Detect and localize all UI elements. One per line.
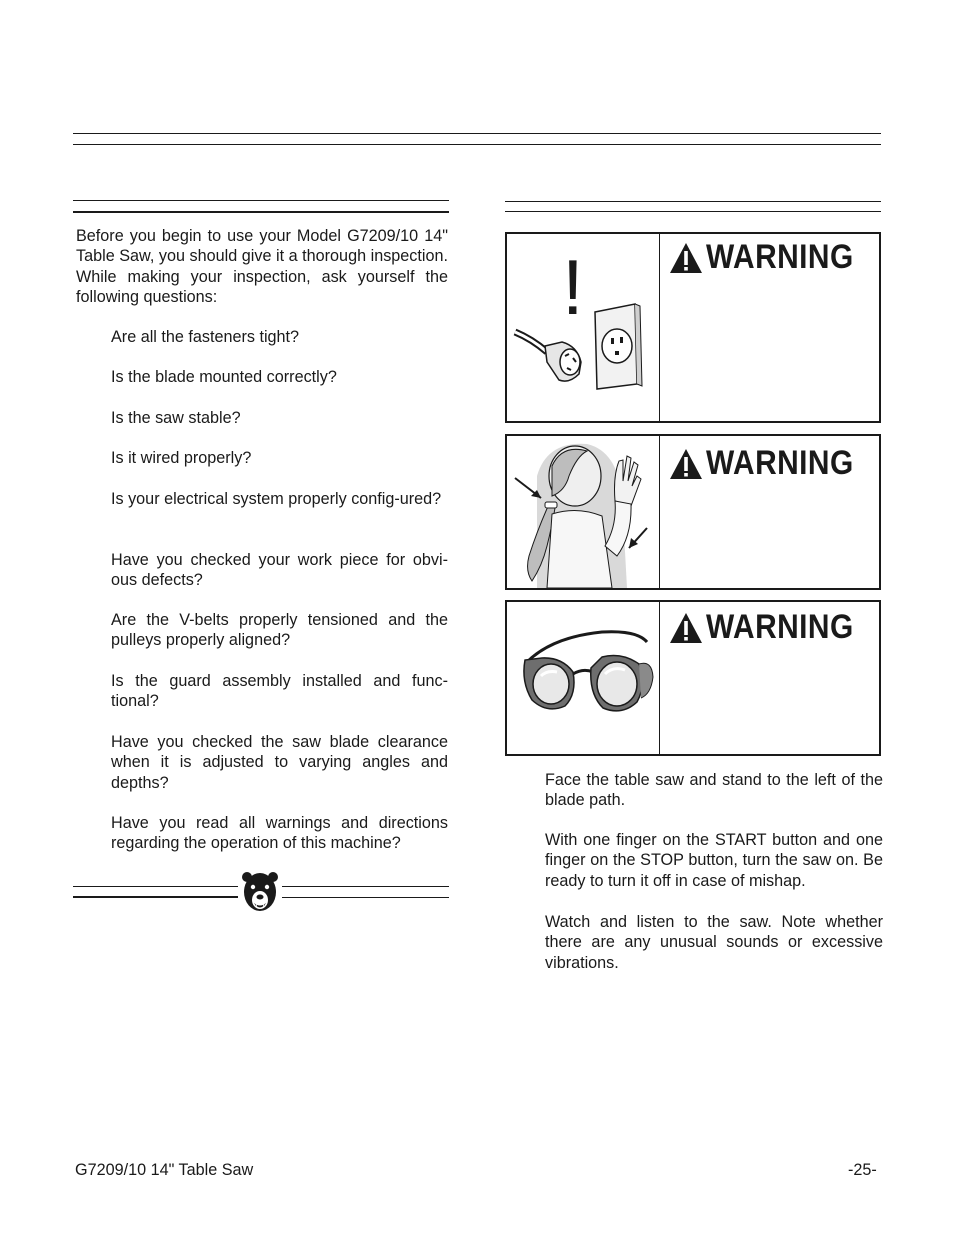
step-3: Watch and listen to the saw. Note whether there are any unusual sounds or excessive vibrations. [545,913,883,972]
warning-label: WARNING [706,444,854,482]
warning-box-divider [659,436,660,588]
question-1: Are all the fasteners tight? [111,328,300,346]
footer-page-number: -25- [848,1161,877,1179]
warning-box-disconnect [505,232,881,423]
question-2: Is the blade mounted correctly? [111,368,337,386]
warning-label: WARNING [706,608,854,646]
warning-header [669,238,874,277]
warning-box-hair [505,434,881,590]
header-rule-bottom [73,144,881,145]
safety-glasses-icon [507,602,659,754]
header-rule-top [73,133,881,134]
plug-and-outlet-icon [507,234,659,421]
svg-text:!: ! [562,243,584,331]
question-7: Are the V-belts properly tensioned and the pulleys properly aligned? [111,611,448,650]
question-6: Have you checked your work piece for obvi-ous defects? [111,551,448,590]
question-5: Is your electrical system properly config-ured? [111,490,442,508]
left-section-rule-top [73,200,449,201]
question-9: Have you checked the saw blade clearance when it is adjusted to varying angles and depths? [111,733,448,792]
tied-back-hair-icon [507,436,659,588]
warning-box-eye-protection [505,600,881,756]
warning-label: WARNING [706,238,854,276]
warning-triangle-icon [669,612,703,644]
bear-divider-rule-left-top [73,886,238,887]
tied-hair-illustration [507,436,659,588]
warning-header [669,608,874,647]
question-3: Is the saw stable? [111,409,241,427]
bear-divider-rule-right-bottom [282,897,449,898]
left-section-rule-bottom [73,211,449,213]
warning-box-divider [659,602,660,754]
bear-divider-rule-left-bottom [73,896,238,898]
warning-box-divider [659,234,660,421]
step-2: With one finger on the START button and one finger on the STOP button, turn the saw on. Be ready to turn it off in case of mishap. [545,831,883,890]
question-8: Is the guard assembly installed and func-tional? [111,672,448,711]
plug-outlet-illustration [507,234,659,421]
safety-glasses-illustration [507,602,659,754]
intro-paragraph: Before you begin to use your Model G7209/10 14" Table Saw, you should give it a thorough inspection. While making your inspection, ask yourself the following questions: [76,227,448,306]
bear-divider-rule-right-top [282,886,449,887]
warning-header [669,444,874,483]
warning-triangle-icon [669,242,703,274]
step-1: Face the table saw and stand to the left of the blade path. [545,771,883,810]
right-section-rule-top [505,201,881,202]
bear-logo-icon [239,870,281,914]
footer-model: G7209/10 14" Table Saw [75,1161,254,1179]
question-10: Have you read all warnings and directions regarding the operation of this machine? [111,814,448,853]
right-section-rule-bottom [505,211,881,212]
question-4: Is it wired properly? [111,449,252,467]
warning-triangle-icon [669,448,703,480]
